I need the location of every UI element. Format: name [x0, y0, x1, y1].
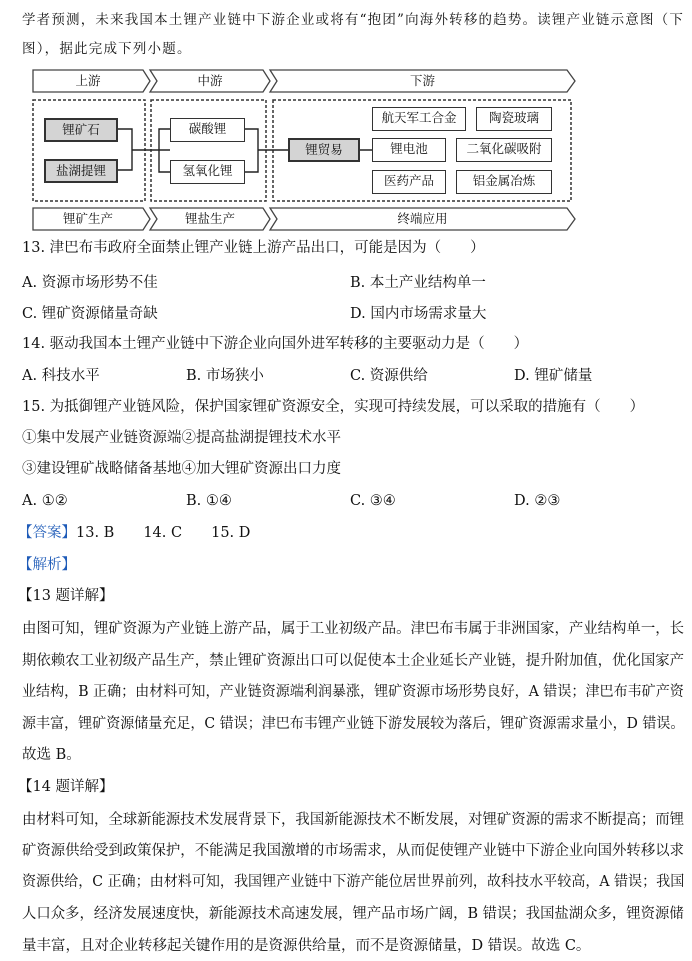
d13-line: 期依赖农工业初级产品生产，禁止锂矿资源出口可以促使本土企业延长产业链，提升附加值，优化国家产: [22, 653, 684, 669]
node-co2: 二氧化碳吸附: [456, 138, 552, 162]
node-medicine: 医药产品: [372, 170, 446, 194]
stage-salt: 锂盐生产: [184, 211, 235, 226]
stage-midstream: 中游: [197, 73, 223, 88]
d13-title: 【13 题详解】: [18, 588, 114, 604]
answer-line: [18, 523, 250, 543]
q13-option-c: C. 锂矿资源储量奇缺: [22, 306, 158, 322]
q13-option-a: A. 资源市场形势不佳: [22, 275, 158, 291]
node-battery: 锂电池: [372, 138, 446, 162]
d14-line: 由材料可知，全球新能源技术发展背景下，我国新能源技术不断发展，对锂矿资源的需求不断提高；而锂: [22, 812, 684, 828]
q14-option-c: C. 资源供给: [350, 368, 428, 384]
node-ore: 锂矿石: [44, 118, 118, 142]
analysis-label: 【解析】: [18, 557, 76, 573]
node-salt-lake: 盐湖提锂: [44, 159, 118, 183]
q15-line: ①集中发展产业链资源端②提高盐湖提锂技术水平: [22, 430, 341, 446]
answer-label: 【答案】: [18, 525, 76, 541]
q15-stem: 15. 为抵御锂产业链风险，保护国家锂矿资源安全，实现可持续发展，可以采取的措施有（ ）: [22, 399, 645, 415]
node-trade: 锂贸易: [288, 138, 360, 162]
d13-line: 源丰富，锂矿资源储量充足，C 错误；津巴布韦锂产业链下游发展较为落后，锂矿资源需求量小，D 错误。: [22, 716, 685, 732]
q15-option-a: A. ①②: [22, 493, 68, 509]
d13-line: 由图可知，锂矿资源为产业链上游产品，属于工业初级产品。津巴布韦属于非洲国家，产业结构单一，长: [22, 621, 684, 637]
stage-downstream: 下游: [409, 73, 435, 88]
q15-option-d: D. ②③: [514, 493, 561, 509]
q13-option-d: D. 国内市场需求量大: [350, 306, 487, 322]
q15-line: ③建设锂矿战略储备基地④加大锂矿资源出口力度: [22, 461, 341, 477]
node-hydroxide: 氢氧化锂: [170, 160, 245, 184]
q13-option-b: B. 本土产业结构单一: [350, 275, 486, 291]
answer-text: 13. B 14. C 15. D: [76, 525, 251, 541]
intro-line: 图），据此完成下列小题。: [22, 41, 192, 57]
d14-line: 人口众多，经济发展速度快，新能源技术高速发展，锂产品市场广阔，B 错误；我国盐湖众多，锂资源储: [22, 906, 684, 922]
stage-application: 终端应用: [397, 211, 448, 226]
q14-stem: 14. 驱动我国本土锂产业链中下游企业向国外进军转移的主要驱动力是（ ）: [22, 336, 529, 352]
d14-line: 矿资源供给受到政策保护，不能满足我国激增的市场需求，从而促使锂产业链中下游企业向国外转移以求: [22, 843, 684, 859]
node-ceramics: 陶瓷玻璃: [476, 107, 552, 131]
stage-upstream: 上游: [75, 73, 101, 88]
d14-line: 量丰富，且对企业转移起关键作用的是资源供给量，而不是资源储量，D 错误。故选 C。: [22, 938, 591, 954]
intro-line: 学者预测，未来我国本土锂产业链中下游企业或将有“抱团”向海外转移的趋势。读锂产业链示意图（下: [22, 12, 685, 28]
q14-option-d: D. 锂矿储量: [514, 368, 593, 384]
q14-option-b: B. 市场狭小: [186, 368, 264, 384]
q14-option-a: A. 科技水平: [22, 368, 100, 384]
stage-mining: 锂矿生产: [62, 211, 113, 226]
q13-stem: 13. 津巴布韦政府全面禁止锂产业链上游产品出口，可能是因为（ ）: [22, 240, 485, 256]
node-aluminum: 铝金属冶炼: [456, 170, 552, 194]
d13-line: 故选 B。: [22, 747, 81, 763]
q15-option-b: B. ①④: [186, 493, 232, 509]
d14-line: 资源供给，C 正确；由材料可知，我国锂产业链中下游产能位居世界前列，故科技水平较高，A 错误；我国: [22, 874, 685, 890]
q15-option-c: C. ③④: [350, 493, 396, 509]
d13-line: 业结构，B 正确；由材料可知，产业链资源端利润暴涨，锂矿资源市场形势良好，A 错误；津巴布韦矿产资: [22, 684, 684, 700]
node-carbonate: 碳酸锂: [170, 118, 245, 142]
node-aerospace: 航天军工合金: [372, 107, 466, 131]
d14-title: 【14 题详解】: [18, 779, 114, 795]
